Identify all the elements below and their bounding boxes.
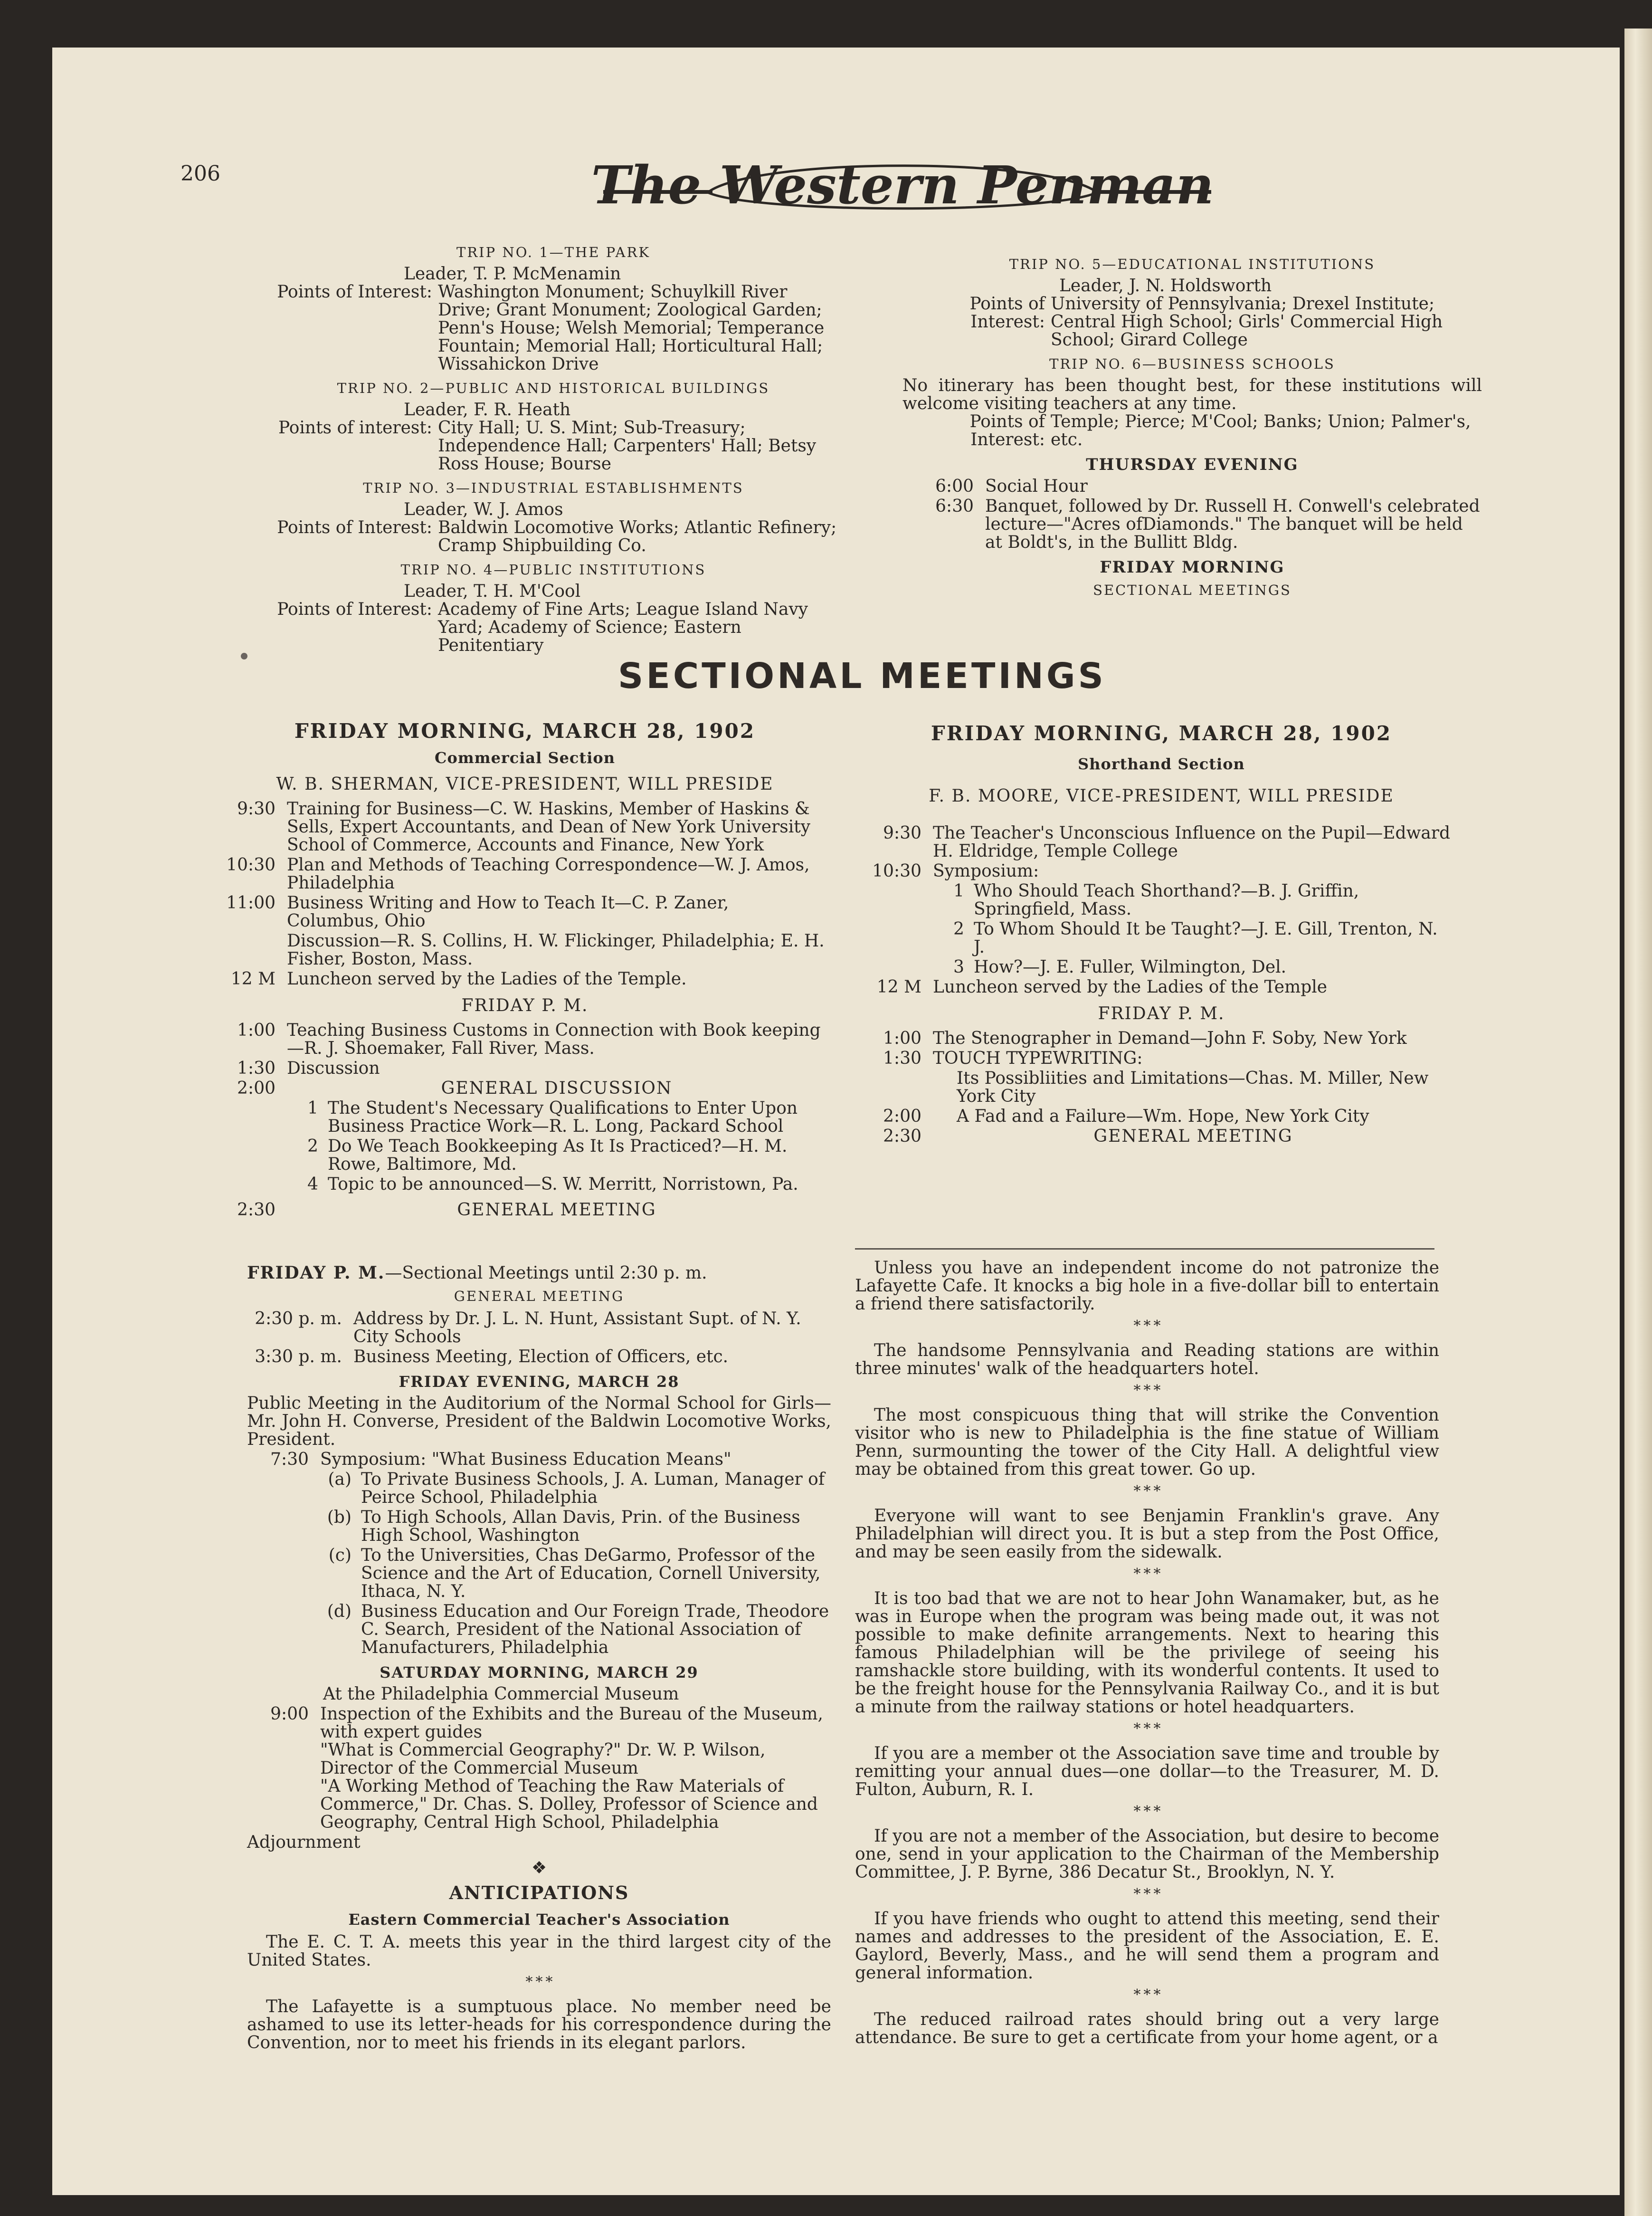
- trip-heading: TRIP NO. 3—INDUSTRIAL ESTABLISHMENTS: [363, 480, 744, 496]
- schedule-time: 12 M: [230, 969, 275, 989]
- masthead-logo: [591, 147, 1214, 219]
- page-number: 206: [180, 162, 220, 186]
- schedule-time: 3:30 p. m.: [255, 1347, 342, 1366]
- anticipations-heading: ANTICIPATIONS: [449, 1882, 629, 1903]
- schedule-item: [869, 1050, 1453, 1068]
- anticipations-subheading: Eastern Commercial Teacher's Association: [348, 1910, 730, 1929]
- schedule-text: Luncheon served by the Ladies of the Temple: [933, 977, 1328, 997]
- trip-heading: TRIP NO. 2—PUBLIC AND HISTORICAL BUILDINGS: [337, 380, 770, 396]
- schedule-text: Address by Dr. J. L. N. Hunt, Assistant Supt. of N. Y. City Schools: [353, 1309, 801, 1347]
- schedule-text: A Fad and a Failure—Wm. Hope, New York City: [957, 1107, 1369, 1126]
- trip-leader: Leader, W. J. Amos: [404, 500, 563, 519]
- points-value: University of Pennsylvania; Drexel Institute; Central High School; Girls' Commercial High School; Girard College: [1051, 294, 1443, 350]
- schedule-text: Discussion—R. S. Collins, H. W. Flickinger, Philadelphia; E. H. Fisher, Boston, Mass.: [287, 931, 825, 969]
- sub-item: [309, 1547, 831, 1601]
- schedule-text: Social Hour: [985, 477, 1088, 496]
- sub-text: To the Universities, Chas DeGarmo, Professor of the Science and the Art of Education, Cornell University, Ithaca, N. Y.: [361, 1546, 821, 1601]
- note-para: If you are not a member of the Association, but desire to become one, send in your application to the Chairman of the Membership Committee, J. P. Byrne, 386 Decatur St., Brooklyn, N. Y.: [855, 1826, 1439, 1882]
- schedule-text: Business Meeting, Election of Officers, etc.: [353, 1347, 729, 1366]
- schedule-text: Banquet, followed by Dr. Russell H. Conwell's celebrated lecture—"Acres ofDiamonds." The banquet will be held at Boldt's, in the Bullitt Bldg.: [985, 497, 1480, 552]
- sub-item: [309, 1509, 831, 1545]
- note-para: If you have friends who ought to attend this meeting, send their names and addresses to the president of the Association, E. E. Gaylord, Beverly, Mass., and he will send them a program and general information.: [855, 1909, 1439, 1983]
- commercial-date: FRIDAY MORNING, MARCH 28, 1902: [294, 719, 756, 743]
- sub-text: Topic to be announced—S. W. Merritt, Norristown, Pa.: [328, 1175, 798, 1194]
- sub-item: [309, 1471, 831, 1507]
- commercial-section-title: Commercial Section: [435, 749, 615, 767]
- shorthand-section: [869, 722, 1453, 1147]
- evening-heading: FRIDAY EVENING, MARCH 28: [399, 1373, 680, 1391]
- schedule-time: [869, 1070, 933, 1106]
- stars-separator: * * *: [525, 1974, 553, 1990]
- commercial-presider: W. B. SHERMAN, VICE-PRESIDENT, WILL PRESIDE: [276, 774, 774, 794]
- schedule-time: 10:30: [872, 861, 921, 881]
- shorthand-presider: F. B. MOORE, VICE-PRESIDENT, WILL PRESIDE: [929, 786, 1394, 806]
- sub-item: [275, 1175, 826, 1194]
- schedule-item: [247, 1451, 831, 1469]
- schedule-time: 7:30: [270, 1450, 309, 1469]
- saturday-heading: SATURDAY MORNING, MARCH 29: [380, 1663, 699, 1681]
- schedule-item: [869, 1127, 1453, 1146]
- schedule-time: 6:00: [935, 477, 974, 496]
- schedule-time: 1:30: [883, 1049, 921, 1068]
- schedule-item: [223, 1201, 826, 1219]
- schedule-text: Training for Business—C. W. Haskins, Member of Haskins & Sells, Expert Accountants, and Dean of New York University School of Commerce, Accounts and Finance, New York: [287, 799, 811, 855]
- schedule-item: [223, 1022, 826, 1058]
- adjournment: Adjournment: [247, 1833, 361, 1852]
- trip-points: [261, 519, 845, 555]
- schedule-time: 9:30: [237, 799, 275, 819]
- schedule-text: Plan and Methods of Teaching Correspondence—W. J. Amos, Philadelphia: [287, 855, 810, 893]
- schedule-time: 10:30: [226, 855, 275, 875]
- schedule-time: 2:30: [237, 1200, 275, 1220]
- sub-number: (d): [327, 1602, 351, 1621]
- schedule-time: [223, 932, 287, 968]
- column-divider: [855, 1248, 1434, 1250]
- points-value: Baldwin Locomotive Works; Atlantic Refinery; Cramp Shipbuilding Co.: [438, 518, 837, 555]
- stars-separator: * * *: [1133, 1886, 1161, 1902]
- trip-heading: TRIP NO. 5—EDUCATIONAL INSTITUTIONS: [1009, 256, 1376, 272]
- schedule-item: [869, 1030, 1453, 1048]
- symposium-title: Symposium: "What Business Education Means": [320, 1450, 731, 1469]
- schedule-time: 2:00: [237, 1079, 275, 1098]
- trip-points: [261, 601, 845, 655]
- trip-points: [902, 413, 1482, 449]
- sub-text: To High Schools, Allan Davis, Prin. of the Business High School, Washington: [361, 1508, 800, 1545]
- stars-separator: * * *: [1133, 1483, 1161, 1500]
- schedule-item: [869, 862, 1453, 880]
- sub-number: 1: [307, 1098, 318, 1118]
- trip-heading: TRIP NO. 1—THE PARK: [456, 244, 651, 260]
- trip-leader: Leader, T. H. M'Cool: [404, 582, 581, 601]
- stars-separator: * * *: [1133, 1803, 1161, 1820]
- schedule-item: [223, 894, 826, 930]
- shorthand-date: FRIDAY MORNING, MARCH 28, 1902: [930, 722, 1392, 745]
- schedule-item: [869, 1108, 1453, 1126]
- ornament-icon: ❖: [531, 1858, 547, 1878]
- points-label: Points of Interest:: [277, 282, 432, 302]
- sub-number: 2: [953, 919, 964, 939]
- anticipation-para: The E. C. T. A. meets this year in the third largest city of the United States.: [247, 1932, 831, 1970]
- general-program: [247, 1264, 831, 2052]
- schedule-item: [247, 1310, 831, 1346]
- schedule-item: [223, 1079, 826, 1098]
- schedule-item: [223, 932, 826, 968]
- general-meeting-heading: GENERAL MEETING: [1093, 1127, 1293, 1146]
- schedule-item: [223, 1060, 826, 1078]
- schedule-text: The Teacher's Unconscious Influence on the Pupil—Edward H. Eldridge, Temple College: [933, 823, 1451, 861]
- schedule-text: The Stenographer in Demand—John F. Soby, New York: [933, 1029, 1407, 1048]
- sub-number: (b): [327, 1508, 351, 1527]
- saturday-item: "A Working Method of Teaching the Raw Materials of Commerce," Dr. Chas. S. Dolley, Professor of Science and Geography, Central High School, Philadelphia: [320, 1777, 818, 1832]
- points-value: Academy of Fine Arts; League Island Navy Yard; Academy of Science; Eastern Penitentiary: [438, 600, 808, 655]
- sub-text: Business Education and Our Foreign Trade, Theodore C. Search, President of the National Association of Manufacturers, Philadelphia: [361, 1602, 829, 1657]
- trip-points: [261, 283, 845, 373]
- sub-item: [275, 1099, 826, 1136]
- schedule-item: [247, 1348, 831, 1366]
- sub-number: (a): [328, 1470, 351, 1489]
- trips-left: [261, 238, 845, 655]
- sub-number: 2: [307, 1137, 318, 1156]
- points-label: Points of Interest:: [277, 600, 432, 619]
- schedule-time: 1:00: [237, 1021, 275, 1040]
- trip-note: No itinerary has been thought best, for these institutions will welcome visiting teachers at any time.: [902, 376, 1482, 413]
- general-meeting-heading: GENERAL MEETING: [457, 1200, 656, 1220]
- points-value: Temple; Pierce; M'Cool; Banks; Union; Palmer's, etc.: [1051, 412, 1471, 449]
- points-label: Points of Interest:: [969, 294, 1045, 332]
- points-value: Washington Monument; Schuylkill River Drive; Grant Monument; Zoological Garden; Penn's House; Welsh Memorial; Temperance Fountain; Memorial Hall; Horticultural Hall; Wissahickon Drive: [438, 282, 825, 374]
- main-title: SECTIONAL MEETINGS: [618, 656, 1106, 697]
- trip-points: [261, 419, 845, 473]
- schedule-item: [247, 1705, 831, 1832]
- note-para: The most conspicuous thing that will strike the Convention visitor who is new to Philadelphia is the fine statue of William Penn, surmounting the tower of the City Hall. A delightful view may be obtained from this great tower. Go up.: [855, 1405, 1439, 1479]
- saturday-item: Inspection of the Exhibits and the Bureau of the Museum, with expert guides: [320, 1704, 823, 1742]
- points-value: City Hall; U. S. Mint; Sub-Treasury; Independence Hall; Carpenters' Hall; Betsy Ross House; Bourse: [438, 418, 817, 474]
- sub-item: [921, 958, 1453, 976]
- sub-item: [309, 1603, 831, 1657]
- note-para: If you are a member ot the Association save time and trouble by remitting your annual dues—one dollar—to the Treasurer, M. D. Fulton, Auburn, R. I.: [855, 1744, 1439, 1799]
- schedule-text: Business Writing and How to Teach It—C. P. Zaner, Columbus, Ohio: [287, 893, 729, 931]
- note-para: Everyone will want to see Benjamin Franklin's grave. Any Philadelphian will direct you. It is but a step from the Post Office, and may be seen easily from the sidewalk.: [855, 1506, 1439, 1562]
- schedule-text: Its Possibliities and Limitations—Chas. M. Miller, New York City: [957, 1069, 1429, 1106]
- notes: [855, 1259, 1439, 2047]
- trips-right: [902, 249, 1482, 604]
- schedule-time: 2:00: [883, 1107, 921, 1126]
- schedule-text: Teaching Business Customs in Connection with Book keeping—R. J. Shoemaker, Fall River, Mass.: [287, 1021, 821, 1058]
- friday-pm-label: FRIDAY P. M.: [247, 1263, 385, 1283]
- schedule-text: TOUCH TYPEWRITING:: [933, 1049, 1143, 1068]
- sub-item: [921, 882, 1453, 918]
- schedule-time: 1:00: [883, 1029, 921, 1048]
- friday-sub: SECTIONAL MEETINGS: [1093, 582, 1291, 598]
- schedule-time: 2:30 p. m.: [255, 1309, 342, 1328]
- schedule-item: [223, 970, 826, 988]
- schedule-text: Symposium:: [933, 861, 1039, 881]
- trip-leader: Leader, F. R. Heath: [404, 400, 571, 420]
- masthead-logo-text: The Western Penman: [591, 154, 1214, 216]
- sub-text: The Student's Necessary Qualifications to Enter Upon Business Practice Work—R. L. Long, Packard School: [328, 1098, 798, 1136]
- schedule-time: 11:00: [226, 893, 275, 913]
- schedule-time: 9:30: [883, 823, 921, 843]
- sub-number: 4: [307, 1175, 318, 1194]
- note-para: Unless you have an independent income do not patronize the Lafayette Cafe. It knocks a big hole in a five-dollar bill to entertain a friend there satisfactorily.: [855, 1258, 1439, 1314]
- note-para: It is too bad that we are not to hear John Wanamaker, but, as he was in Europe when the program was being made out, it was not possible to make definite arrangements. Next to hearing this famous Philadelphian will be the privilege of seeing his ramshackle store building, with its wonderful contents. It used to be the freight house for the Pennsylvania Railway Co., and it is but a minute from the railway stations or hotel headquarters.: [855, 1589, 1439, 1717]
- sub-item: [921, 920, 1453, 956]
- saturday-intro: At the Philadelphia Commercial Museum: [323, 1684, 679, 1704]
- friday-pm-line: [247, 1264, 831, 1282]
- stars-separator: * * *: [1133, 1382, 1161, 1399]
- trip-leader: Leader, J. N. Holdsworth: [1059, 276, 1272, 296]
- trip-leader: Leader, T. P. McMenamin: [404, 264, 621, 284]
- schedule-item: [869, 1070, 1453, 1106]
- schedule-time: 6:30: [935, 497, 974, 516]
- sub-number: (c): [328, 1546, 351, 1565]
- stars-separator: * * *: [1133, 1318, 1161, 1334]
- sub-number: 3: [953, 957, 964, 977]
- thursday-heading: THURSDAY EVENING: [1086, 455, 1299, 474]
- commercial-pm-heading: FRIDAY P. M.: [461, 996, 589, 1015]
- sub-text: To Private Business Schools, J. A. Luman, Manager of Peirce School, Philadelphia: [361, 1470, 825, 1507]
- margin-dot: [241, 653, 247, 659]
- stars-separator: * * *: [1133, 1987, 1161, 2003]
- schedule-text: Luncheon served by the Ladies of the Temple.: [287, 969, 687, 989]
- trip-points: [902, 295, 1482, 349]
- schedule-time: 9:00: [270, 1704, 309, 1724]
- friday-pm-text: —Sectional Meetings until 2:30 p. m.: [385, 1263, 707, 1283]
- points-label: Points of interest:: [278, 418, 432, 438]
- points-label: Points of Interest:: [969, 412, 1045, 449]
- masthead: [591, 143, 1214, 219]
- schedule-item: [223, 800, 826, 854]
- sub-number: 1: [953, 881, 964, 901]
- points-label: Points of Interest:: [277, 518, 432, 537]
- schedule-time: 12 M: [876, 977, 921, 997]
- sub-text: To Whom Should It be Taught?—J. E. Gill, Trenton, N. J.: [974, 919, 1438, 957]
- sub-text: How?—J. E. Fuller, Wilmington, Del.: [974, 957, 1287, 977]
- note-para: The handsome Pennsylvania and Reading stations are within three minutes' walk of the headquarters hotel.: [855, 1341, 1439, 1378]
- sub-item: [275, 1137, 826, 1174]
- shorthand-pm-heading: FRIDAY P. M.: [1098, 1004, 1225, 1023]
- page-edge: [1624, 29, 1652, 2216]
- saturday-item: "What is Commercial Geography?" Dr. W. P. Wilson, Director of the Commercial Museum: [320, 1740, 766, 1778]
- friday-heading: FRIDAY MORNING: [1100, 558, 1285, 577]
- schedule-time: 1:30: [237, 1059, 275, 1078]
- schedule-item: [869, 824, 1453, 860]
- stars-separator: * * *: [1133, 1566, 1161, 1582]
- schedule-time: 2:30: [883, 1127, 921, 1146]
- anticipation-para: The Lafayette is a sumptuous place. No member need be ashamed to use its letter-heads for his correspondence during the Convention, nor to meet his friends in its elegant parlors.: [247, 1997, 831, 2053]
- gm-heading: GENERAL MEETING: [454, 1288, 625, 1304]
- commercial-section: [223, 719, 826, 1221]
- schedule-item: [869, 978, 1453, 996]
- sub-text: Who Should Teach Shorthand?—B. J. Griffin, Springfield, Mass.: [974, 881, 1359, 919]
- evening-intro: Public Meeting in the Auditorium of the Normal School for Girls—Mr. John H. Converse, President of the Baldwin Locomotive Works, President.: [247, 1394, 831, 1449]
- schedule-item: [902, 497, 1482, 552]
- shorthand-section-title: Shorthand Section: [1078, 755, 1245, 773]
- schedule-item: [223, 856, 826, 892]
- general-discussion-heading: GENERAL DISCUSSION: [441, 1079, 673, 1098]
- stars-separator: * * *: [1133, 1720, 1161, 1737]
- sub-text: Do We Teach Bookkeeping As It Is Practiced?—H. M. Rowe, Baltimore, Md.: [328, 1137, 788, 1174]
- note-para: The reduced railroad rates should bring out a very large attendance. Be sure to get a certificate from your home agent, or a: [855, 2010, 1439, 2047]
- schedule-text: Discussion: [287, 1059, 380, 1078]
- trip-heading: TRIP NO. 6—BUSINESS SCHOOLS: [1049, 356, 1335, 372]
- trip-heading: TRIP NO. 4—PUBLIC INSTITUTIONS: [400, 562, 706, 578]
- schedule-item: [902, 478, 1482, 496]
